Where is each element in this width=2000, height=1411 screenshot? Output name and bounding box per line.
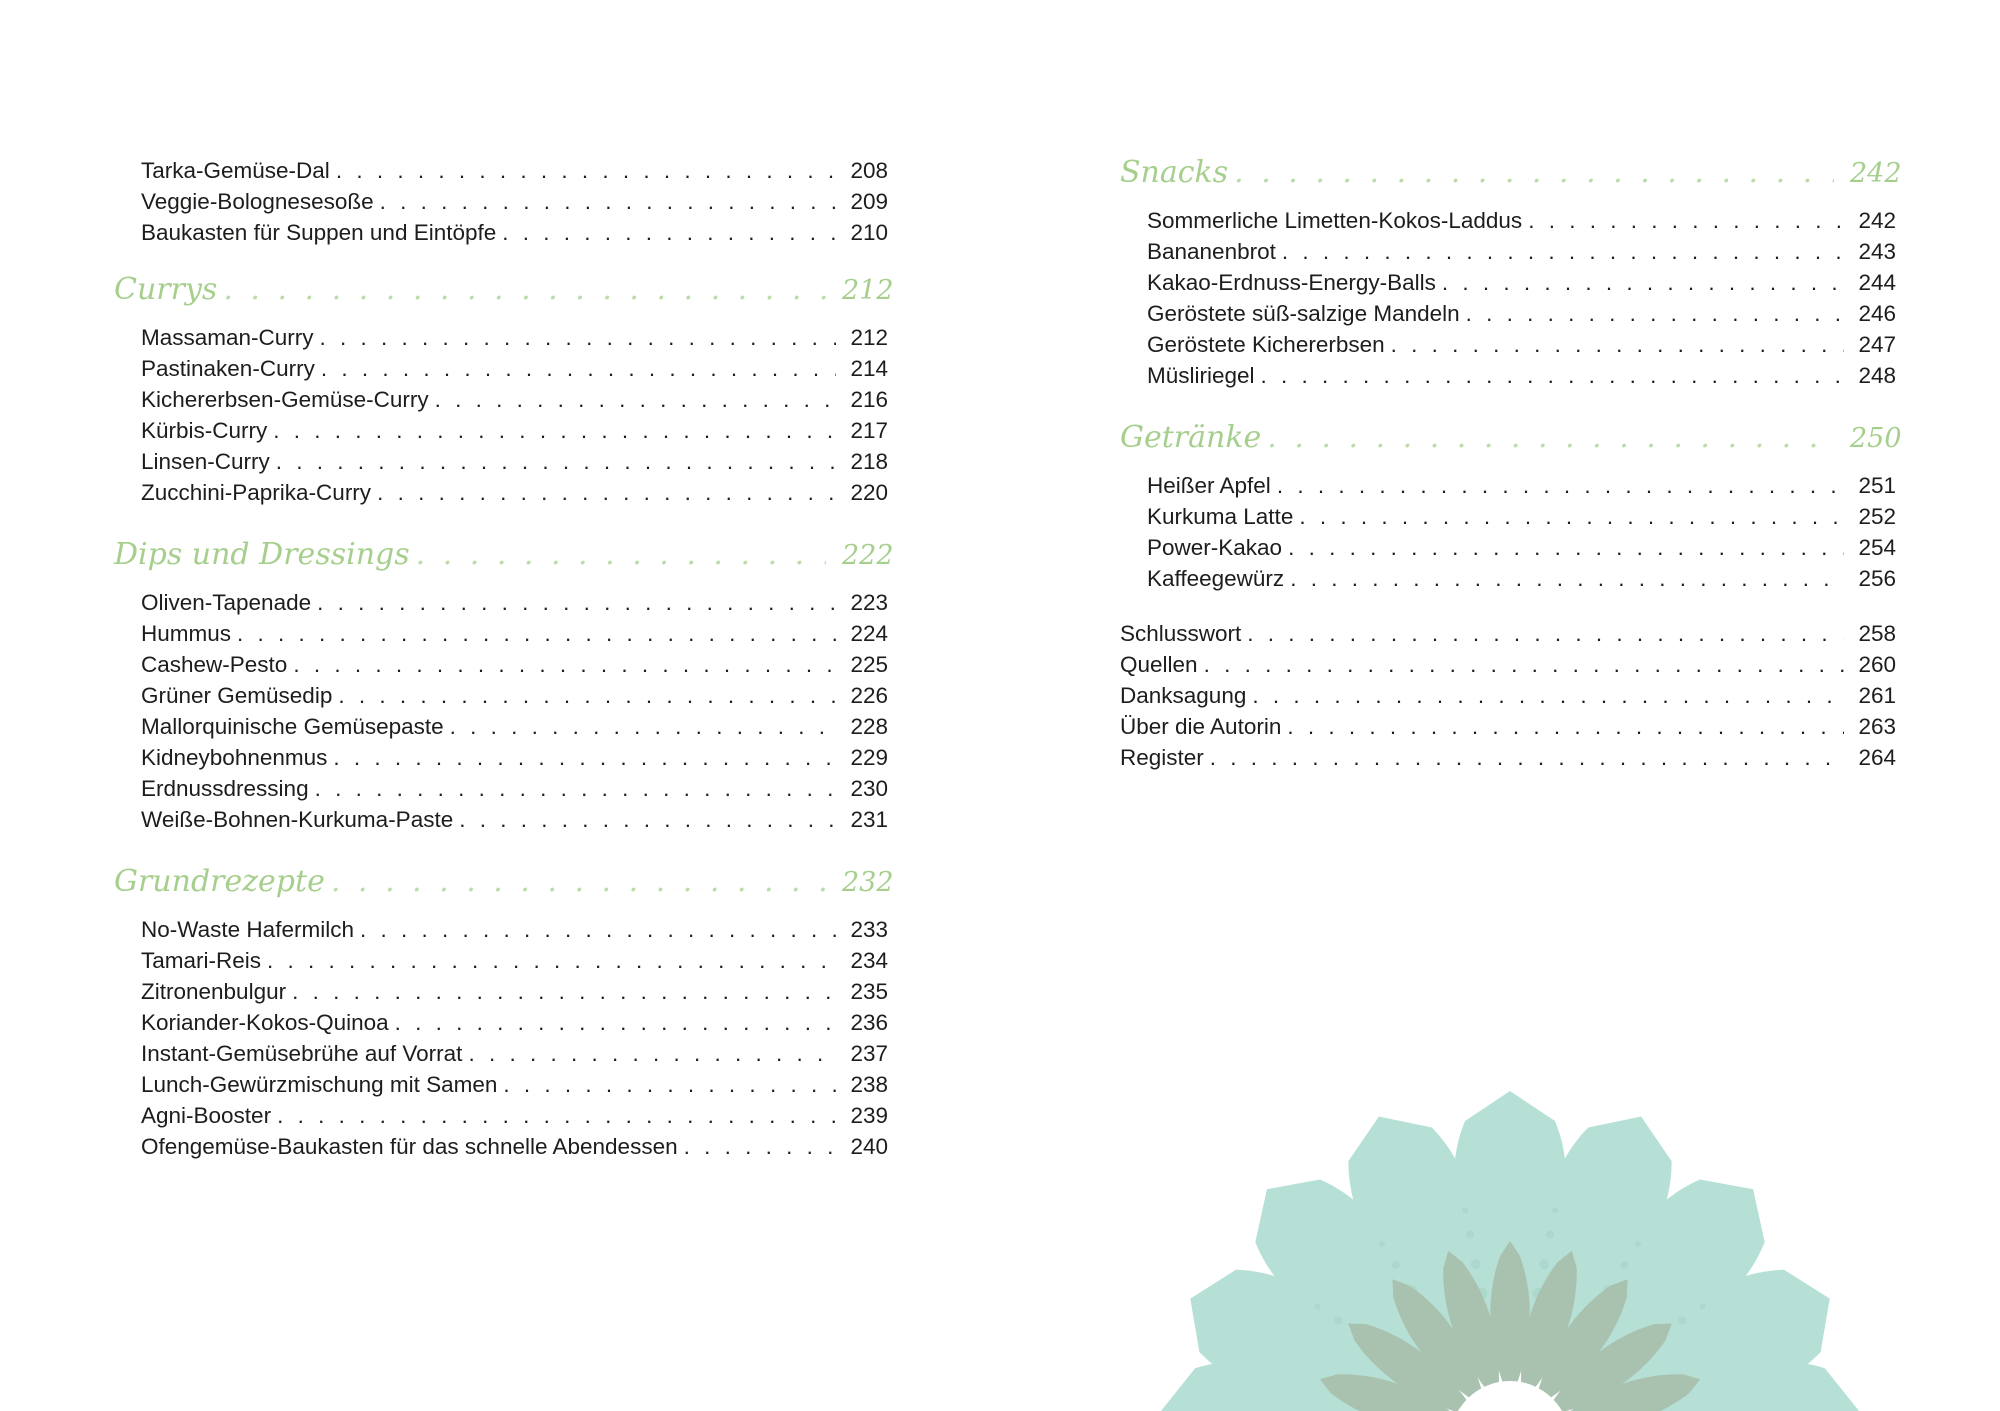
entry-title: Müsliriegel [1147,363,1255,388]
section-page: 222 [842,540,894,571]
toc-entry[interactable] [114,1069,888,1100]
entry-title: Lunch-Gewürzmischung mit Samen [141,1072,498,1097]
entry-page: 261 [1858,683,1896,708]
section-page: 250 [1850,423,1902,454]
entry-title: Kidneybohnenmus [141,745,328,770]
entry-title: Baukasten für Suppen und Eintöpfe [141,220,497,245]
entry-page: 224 [850,621,888,646]
section-title: Getränke [1120,420,1262,455]
toc-entry[interactable] [1120,329,1896,360]
entry-title: Oliven-Tapenade [141,590,312,615]
entry-page: 238 [850,1072,888,1097]
entry-title: Geröstete süß-salzige Mandeln [1147,301,1460,326]
entry-title: Grüner Gemüsedip [141,683,333,708]
entry-page: 230 [850,776,888,801]
entry-page: 237 [850,1041,888,1066]
entry-page: 220 [850,480,888,505]
entry-page: 256 [1858,566,1896,591]
toc-right-column [1120,155,1902,802]
entry-page: 217 [850,418,888,443]
entry-page: 223 [850,590,888,615]
entry-title: Pastinaken-Curry [141,356,315,381]
toc-entry[interactable] [1120,649,1896,680]
entry-title: Ofengemüse-Baukasten für das schnelle Abendessen [141,1134,678,1159]
toc-entry[interactable] [114,322,888,353]
entry-page: 233 [850,917,888,942]
toc-entry[interactable] [1120,532,1896,563]
toc-entry[interactable] [1120,563,1896,594]
toc-section-dips [114,537,894,835]
entry-page: 210 [850,220,888,245]
toc-entry[interactable] [114,155,888,186]
toc-entry[interactable] [114,446,888,477]
entry-page: 243 [1858,239,1896,264]
section-title: Snacks [1120,155,1229,190]
toc-entry[interactable] [1120,711,1896,742]
toc-entry[interactable] [114,217,888,248]
toc-entry[interactable] [1120,618,1896,649]
entry-title: Veggie-Bolognesesoße [141,189,374,214]
section-heading[interactable] [114,537,894,583]
entry-title: Geröstete Kichererbsen [1147,332,1385,357]
entry-page: 264 [1858,745,1896,770]
toc-entry[interactable] [114,1100,888,1131]
section-heading[interactable] [1120,420,1902,466]
entry-title: Tamari-Reis [141,948,262,973]
toc-entry[interactable] [114,1007,888,1038]
entry-page: 258 [1858,621,1896,646]
entry-title: Kakao-Erdnuss-Energy-Balls [1147,270,1436,295]
section-heading[interactable] [1120,155,1902,201]
entry-page: 246 [1858,301,1896,326]
entry-page: 247 [1858,332,1896,357]
section-title: Currys [114,272,218,307]
toc-entry[interactable] [114,804,888,835]
entry-title: Danksagung [1120,683,1247,708]
entry-page: 240 [850,1134,888,1159]
toc-entry[interactable] [114,186,888,217]
entry-page: 209 [850,189,888,214]
entry-page: 234 [850,948,888,973]
entry-title: Mallorquinische Gemüsepaste [141,714,444,739]
entry-page: 229 [850,745,888,770]
entry-title: Agni-Booster [141,1103,272,1128]
entry-title: Linsen-Curry [141,449,270,474]
toc-entry[interactable] [1120,470,1896,501]
toc-section-currys [114,272,894,508]
entry-page: 226 [850,683,888,708]
entry-page: 239 [850,1103,888,1128]
toc-entry[interactable] [1120,205,1896,236]
toc-entry[interactable] [1120,236,1896,267]
toc-entry[interactable] [114,587,888,618]
entry-page: 260 [1858,652,1896,677]
entry-page: 216 [850,387,888,412]
entry-title: Weiße-Bohnen-Kurkuma-Paste [141,807,454,832]
toc-entry[interactable] [1120,680,1896,711]
entry-title: Hummus [141,621,232,646]
toc-entry[interactable] [114,1131,888,1162]
toc-entry[interactable] [114,914,888,945]
toc-entry[interactable] [114,945,888,976]
entry-page: 231 [850,807,888,832]
section-title: Grundrezepte [114,864,325,899]
entry-page: 214 [850,356,888,381]
entry-title: Power-Kakao [1147,535,1283,560]
section-heading[interactable] [114,272,894,318]
entry-page: 263 [1858,714,1896,739]
entry-title: Kaffeegewürz [1147,566,1285,591]
entry-page: 212 [850,325,888,350]
entry-title: Kurkuma Latte [1147,504,1294,529]
entry-title: Kürbis-Curry [141,418,268,443]
toc-entry[interactable] [114,649,888,680]
toc-entry[interactable] [1120,742,1896,773]
entry-page: 218 [850,449,888,474]
entry-title: Sommerliche Limetten-Kokos-Laddus [1147,208,1523,233]
entry-title: Register [1120,745,1204,770]
entry-page: 252 [1858,504,1896,529]
toc-entry[interactable] [114,742,888,773]
entry-title: Instant-Gemüsebrühe auf Vorrat [141,1041,463,1066]
entry-title: Zitronenbulgur [141,979,287,1004]
entry-page: 228 [850,714,888,739]
toc-entry[interactable] [1120,298,1896,329]
toc-section-grundrezepte [114,864,894,1162]
section-page: 242 [1850,158,1902,189]
section-title: Dips und Dressings [114,537,410,572]
entry-title: Über die Autorin [1120,714,1282,739]
entry-page: 251 [1858,473,1896,498]
toc-entry[interactable] [114,477,888,508]
entry-title: Quellen [1120,652,1198,677]
entry-title: Koriander-Kokos-Quinoa [141,1010,389,1035]
entry-title: Tarka-Gemüse-Dal [141,158,330,183]
toc-back-matter [1120,618,1896,773]
entry-page: 235 [850,979,888,1004]
toc-entry[interactable] [114,976,888,1007]
entry-page: 254 [1858,535,1896,560]
toc-entry[interactable] [1120,267,1896,298]
entry-page: 248 [1858,363,1896,388]
entry-title: Bananenbrot [1147,239,1276,264]
entry-page: 208 [850,158,888,183]
entry-title: Zucchini-Paprika-Curry [141,480,372,505]
toc-entry[interactable] [114,1038,888,1069]
entry-page: 242 [1858,208,1896,233]
toc-entry[interactable] [114,353,888,384]
toc-entry[interactable] [114,384,888,415]
entry-title: Cashew-Pesto [141,652,288,677]
section-page: 232 [842,867,894,898]
toc-entry[interactable] [114,711,888,742]
toc-entry[interactable] [1120,501,1896,532]
toc-entry[interactable] [114,415,888,446]
toc-left-column [114,155,894,1191]
entry-page: 244 [1858,270,1896,295]
entry-title: Schlusswort [1120,621,1242,646]
entry-title: No-Waste Hafermilch [141,917,354,942]
entry-page: 236 [850,1010,888,1035]
toc-entry[interactable] [114,773,888,804]
entry-title: Erdnussdressing [141,776,309,801]
section-page: 212 [842,275,894,306]
entry-title: Kichererbsen-Gemüse-Curry [141,387,429,412]
toc-entry[interactable] [114,618,888,649]
toc-section-snacks [1120,155,1902,391]
section-heading[interactable] [114,864,894,910]
toc-intro-group [114,155,888,248]
entry-title: Massaman-Curry [141,325,314,350]
toc-entry[interactable] [114,680,888,711]
mandala-flower-icon [1160,1060,1860,1411]
entry-title: Heißer Apfel [1147,473,1271,498]
toc-section-getraenke [1120,420,1902,594]
entry-page: 225 [850,652,888,677]
toc-entry[interactable] [1120,360,1896,391]
